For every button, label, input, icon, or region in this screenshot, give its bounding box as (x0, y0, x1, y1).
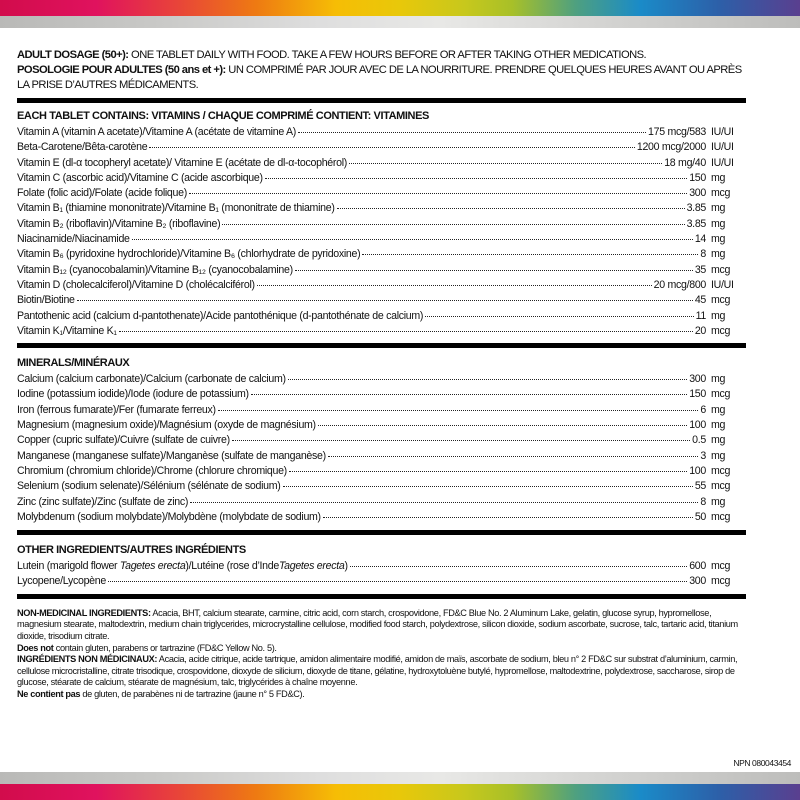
dot-leader (350, 555, 688, 567)
ingredient-amount: 0.5 (692, 434, 706, 447)
ingredient-name: Vitamin C (ascorbic acid)/Vitamine C (acide ascorbique) (17, 171, 263, 184)
ingredient-unit: mg (711, 309, 726, 322)
ingredient-amount: 3.85 (686, 217, 706, 230)
ingredient-amount: 11 (695, 309, 706, 322)
minerals-section (17, 356, 747, 523)
dot-leader (119, 320, 693, 332)
bottom-silver-band (0, 772, 800, 784)
ingredient-amount: 14 (694, 233, 706, 246)
dosage-fr-label: POSOLOGIE POUR ADULTES (50 ans et +): (17, 64, 226, 76)
ingredient-unit: mcg (711, 263, 731, 276)
ingredient-unit: mcg (711, 560, 731, 573)
dot-leader (265, 167, 688, 179)
ingredient-amount: 20 (694, 324, 706, 337)
top-rainbow-band (0, 0, 800, 16)
ingredient-unit: mcg (711, 464, 731, 477)
ingredient-name: Selenium (sodium selenate)/Sélénium (sélénate de sodium) (17, 480, 281, 493)
dot-leader (218, 399, 699, 411)
dot-leader (189, 182, 687, 194)
ingredient-row (17, 508, 747, 523)
ingredient-name: Chromium (chromium chloride)/Chrome (chlorure chromique) (17, 464, 287, 477)
ingredient-unit: mcg (711, 480, 731, 493)
ingredient-name: Lutein (marigold flower Tagetes erecta)/Lutéine (rose d’IndeTagetes erecta) (17, 560, 348, 573)
minerals-title: MINERALS/MINÉRAUX (17, 357, 130, 370)
dot-leader (288, 368, 687, 380)
ingredient-amount: 50 (694, 510, 706, 523)
ingredient-amount: 20 mcg/800 (653, 278, 706, 291)
dot-leader (257, 274, 652, 286)
nmi-en-text: Acacia, BHT, calcium stearate, carmine, citric acid, corn starch, crospovidone, FD&C Blue No. 2 Aluminum Lake, gelatin, glucose syrup, hypromellose, magnesium stearate, maltodextrin, medium chain triglycerides, microcrystalline cellulose, modified food starch, polydextrose, silicon dioxide, sodium ascorbate, sucrose, talc, tartaric acid, titanium dioxide, trisodium citrate. (17, 607, 738, 641)
ingredient-name: Vitamin B₁ (thiamine mononitrate)/Vitamine B₁ (mononitrate de thiamine) (17, 202, 335, 215)
ingredient-amount: 300 (689, 575, 706, 588)
ingredient-name: Vitamin D (cholecalciferol)/Vitamine D (cholécalciférol) (17, 278, 255, 291)
dot-leader (289, 460, 687, 472)
dosage-fr-text: UN COMPRIMÉ PAR JOUR AVEC DE LA NOURRITURE. PRENDRE QUELQUES HEURES AVANT OU APRÈS LA PRISE D’AUTRES MÉDICAMENTS. (17, 64, 742, 91)
divider-rule (17, 530, 746, 535)
ingredient-name: Vitamin B₁₂ (cyanocobalamin)/Vitamine B₁₂ (cyanocobalamine) (17, 263, 293, 276)
ingredient-amount: 55 (694, 480, 706, 493)
ingredient-name: Folate (folic acid)/Folate (acide folique) (17, 187, 187, 200)
ingredient-row (17, 322, 747, 337)
ingredient-amount: 6 (700, 403, 706, 416)
ingredient-amount: 150 (689, 171, 706, 184)
ingredient-name: Zinc (zinc sulfate)/Zinc (sulfate de zinc) (17, 495, 189, 508)
ingredient-unit: mg (711, 202, 726, 215)
ingredient-unit: mcg (711, 575, 731, 588)
npn-number: NPN 080043454 (733, 758, 791, 768)
ingredient-unit: mcg (711, 294, 731, 307)
nmi-en-free-label: Does not (17, 642, 54, 653)
vitamins-section (17, 109, 747, 337)
nmi-fr-free-text: de gluten, de parabènes ni de tartrazine (jaune n° 5 FD&C). (80, 688, 305, 699)
ingredient-amount: 600 (689, 560, 706, 573)
ingredient-amount: 100 (689, 464, 706, 477)
dot-leader (251, 383, 687, 395)
vitamins-title: EACH TABLET CONTAINS: VITAMINS / CHAQUE COMPRIMÉ CONTIENT: VITAMINES (17, 110, 429, 122)
ingredient-unit: IU/UI (711, 156, 734, 169)
dot-leader (77, 289, 693, 301)
nmi-en-free (17, 643, 745, 655)
nmi-fr-label: INGRÉDIENTS NON MÉDICINAUX: (17, 654, 158, 665)
other-ingredients-title: OTHER INGREDIENTS/AUTRES INGRÉDIENTS (17, 544, 246, 557)
ingredient-name: Iodine (potassium iodide)/Iode (iodure de potassium) (17, 388, 249, 401)
nmi-fr-free-label: Ne contient pas (17, 688, 81, 699)
dot-leader (425, 305, 693, 317)
ingredient-name: Molybdenum (sodium molybdate)/Molybdène (molybdate de sodium) (17, 510, 321, 523)
ingredient-unit: mg (711, 373, 726, 386)
ingredient-name: Copper (cupric sulfate)/Cuivre (sulfate de cuivre) (17, 434, 230, 447)
dot-leader (132, 228, 693, 240)
dosage-fr (17, 63, 747, 93)
ingredient-unit: mg (711, 233, 726, 246)
label-panel (17, 48, 747, 700)
ingredient-amount: 175 mcg/583 (648, 126, 706, 138)
ingredient-amount: 3 (700, 449, 706, 462)
dot-leader (222, 213, 684, 225)
ingredient-name: Magnesium (magnesium oxide)/Magnésium (oxyde de magnésium) (17, 419, 316, 432)
ingredient-name: Pantothenic acid (calcium d-pantothenate)/Acide pantothénique (d-pantothénate de calcium) (17, 309, 424, 322)
ingredient-name: Manganese (manganese sulfate)/Manganèse (sulfate de manganèse) (17, 449, 326, 462)
ingredient-amount: 18 mg/40 (664, 156, 706, 169)
ingredient-row (17, 572, 747, 587)
dot-leader (295, 259, 693, 271)
ingredient-amount: 150 (689, 388, 706, 401)
dot-leader (190, 491, 698, 503)
ingredient-amount: 300 (689, 187, 706, 200)
ingredient-unit: mg (711, 449, 726, 462)
ingredient-amount: 35 (694, 263, 706, 276)
ingredient-name: Niacinamide/Niacinamide (17, 233, 130, 246)
divider-rule (17, 343, 746, 348)
bottom-rainbow-band (0, 784, 800, 800)
ingredient-unit: IU/UI (711, 126, 734, 138)
ingredient-name: Calcium (calcium carbonate)/Calcium (carbonate de calcium) (17, 373, 286, 386)
ingredient-name: Vitamin A (vitamin A acetate)/Vitamine A (acétate de vitamine A) (17, 126, 296, 138)
ingredient-amount: 8 (700, 495, 706, 508)
dosage-en (17, 48, 747, 63)
dot-leader (232, 429, 690, 441)
ingredient-amount: 1200 mcg/2000 (636, 141, 706, 154)
ingredient-name: Vitamin E (dl-α tocopheryl acetate)/ Vitamine E (acétate de dl-α-tocophérol) (17, 156, 347, 169)
ingredient-amount: 300 (689, 373, 706, 386)
ingredient-unit: mcg (711, 510, 731, 523)
dot-leader (349, 152, 662, 164)
ingredient-unit: mg (711, 419, 726, 432)
ingredient-unit: mg (711, 171, 726, 184)
other-ingredients-section (17, 543, 747, 588)
dot-leader (337, 197, 685, 209)
ingredient-name: Iron (ferrous fumarate)/Fer (fumarate ferreux) (17, 403, 216, 416)
ingredient-amount: 45 (694, 294, 706, 307)
ingredient-unit: mcg (711, 324, 731, 337)
nmi-fr-free (17, 689, 745, 701)
divider-rule (17, 98, 746, 103)
ingredient-amount: 100 (689, 419, 706, 432)
ingredient-name: Beta-Carotene/Bêta-carotène (17, 141, 148, 154)
ingredient-unit: mg (711, 403, 726, 416)
ingredient-name: Vitamin K₁/Vitamine K₁ (17, 324, 117, 337)
dot-leader (149, 136, 635, 148)
ingredient-unit: mg (711, 217, 726, 230)
ingredient-amount: 3.85 (686, 202, 706, 215)
dosage-instructions (17, 48, 747, 93)
dot-leader (283, 475, 693, 487)
dosage-en-label: ADULT DOSAGE (50+): (17, 49, 129, 61)
dot-leader (298, 121, 646, 133)
ingredient-unit: IU/UI (711, 278, 734, 291)
ingredient-name: Biotin/Biotine (17, 294, 75, 307)
non-medicinal-ingredients (17, 608, 745, 701)
dot-leader (362, 243, 698, 255)
ingredient-name: Vitamin B₂ (riboflavin)/Vitamine B₂ (riboflavine) (17, 217, 221, 230)
ingredient-unit: mg (711, 434, 726, 447)
nmi-fr-text: Acacia, acide citrique, acide tartrique, amidon alimentaire modifié, amidon de maïs, ascorbate de sodium, bleu n° 2 FD&C sur substrat d’aluminium, carmin, cellulose microcristalline, citrate trisodique, crospovidone, dioxyde de silicium, dioxyde de titane, gélatine, hydroxytoluène butylé, hypromellose, maltodextrine, polydextrose, saccharose, sirop de glucose, stéarate de calcium, stéarate de magnésium, talc, triglycérides à chaîne moyenne. (17, 654, 738, 688)
ingredient-unit: mcg (711, 187, 731, 200)
nmi-en-free-text: contain gluten, parabens or tartrazine (FD&C Yellow No. 5). (53, 642, 277, 653)
dosage-en-text: ONE TABLET DAILY WITH FOOD. TAKE A FEW HOURS BEFORE OR AFTER TAKING OTHER MEDICATIONS. (128, 49, 647, 61)
top-silver-band (0, 16, 800, 28)
ingredient-unit: IU/UI (711, 141, 734, 154)
dot-leader (108, 570, 687, 582)
ingredient-unit: mcg (711, 388, 731, 401)
ingredient-amount: 8 (700, 248, 706, 261)
nmi-en (17, 608, 745, 643)
ingredient-unit: mg (711, 495, 726, 508)
nmi-fr (17, 654, 745, 689)
ingredient-name: Lycopene/Lycopène (17, 575, 106, 588)
dot-leader (328, 445, 699, 457)
ingredient-name: Vitamin B₆ (pyridoxine hydrochloride)/Vitamine B₆ (chlorhydrate de pyridoxine) (17, 248, 361, 261)
dot-leader (318, 414, 687, 426)
ingredient-unit: mg (711, 248, 726, 261)
dot-leader (323, 506, 693, 518)
divider-rule (17, 594, 746, 599)
nmi-en-label: NON-MEDICINAL INGREDIENTS: (17, 607, 151, 618)
